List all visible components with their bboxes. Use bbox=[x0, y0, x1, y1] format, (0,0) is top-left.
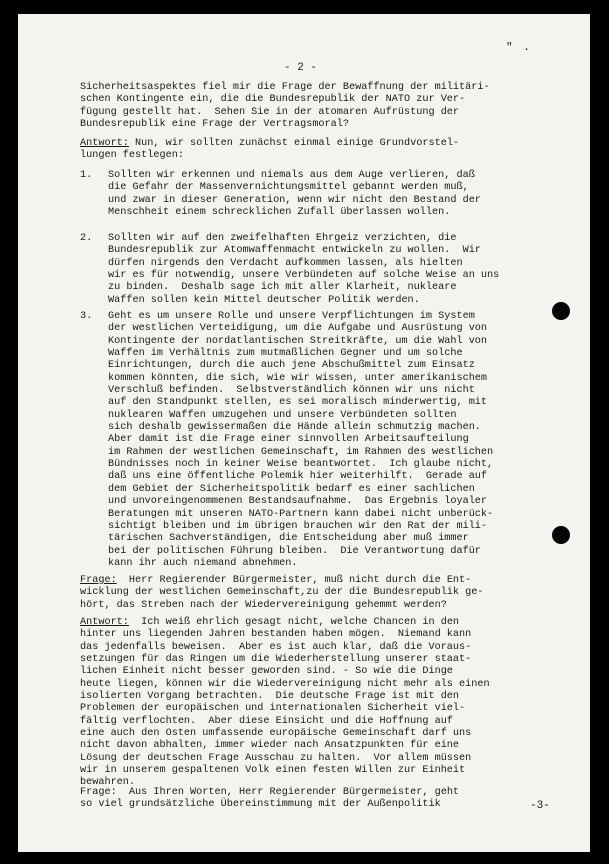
page-number: - 2 - bbox=[284, 62, 318, 74]
text-line: eine auch den Osten umfassende europäische Gemeinschaft darf uns bbox=[80, 728, 472, 740]
text-line: sichtigt bleiben und im übrigen brauchen wir den Rat der mili- bbox=[108, 520, 488, 532]
answer-label: Antwort: bbox=[80, 617, 129, 628]
text-line: das jedenfalls beweisen. Aber es ist auch klar, daß die Voraus- bbox=[80, 641, 472, 653]
text-line: und unvoreingenommenen Bestandsaufnahme. Das Ergebnis loyaler bbox=[108, 496, 488, 508]
document-page bbox=[18, 14, 590, 852]
question-paragraph bbox=[80, 575, 580, 612]
text-line: sich deshalb gewissermaßen die Hände allein schmutzig machen. bbox=[108, 422, 481, 434]
text-line: Bundesrepublik eine Frage der Vertragsmoral? bbox=[80, 119, 349, 131]
question-first-line: Herr Regierender Bürgermeister, muß nicht durch die Ent- bbox=[116, 575, 472, 586]
punch-hole bbox=[552, 526, 570, 544]
answer-paragraph bbox=[80, 138, 580, 163]
answer-paragraph bbox=[80, 617, 580, 790]
text-line: bewahren. bbox=[80, 777, 136, 789]
text-line: Kontingente der nordatlantischen Streitkräfte, um die Wahl von bbox=[108, 335, 488, 347]
text-line bbox=[80, 617, 580, 629]
text-line: Bundesrepublik zur Atomwaffenmacht entwickeln zu wollen. Wir bbox=[108, 245, 481, 257]
text-line bbox=[80, 575, 580, 587]
text-line: Sollten wir auf den zweifelhaften Ehrgeiz verzichten, die bbox=[108, 233, 457, 244]
text-line: Sicherheitsaspektes fiel mir die Frage der Bewaffnung der militäri- bbox=[80, 82, 490, 93]
text-line: schen Kontingente ein, die die Bundesrepublik der NATO zur Ver- bbox=[80, 94, 466, 106]
corner-mark: " . bbox=[506, 42, 532, 54]
text-line: Verschluß befinden. Selbstverständlich können wir uns nicht bbox=[108, 385, 475, 397]
text-line: lungen festlegen: bbox=[80, 150, 184, 162]
text-line: Menschheit einem schrecklichen Zufall überlassen wollen. bbox=[108, 207, 451, 219]
text-line bbox=[80, 138, 580, 150]
question-label: Frage: bbox=[80, 575, 117, 586]
text-line: fältig verflochten. Aber diese Einsicht und die Hoffnung auf bbox=[80, 715, 453, 727]
text-line: dürfen nirgends den Verdacht aufkommen lassen, als hielten bbox=[108, 257, 463, 269]
item-number: 3. bbox=[80, 311, 93, 322]
item-number: 2. bbox=[80, 233, 93, 244]
answer-label: Antwort: bbox=[80, 138, 129, 149]
question-label: Frage: bbox=[80, 787, 117, 798]
text-line: dem Gebiet der Sicherheitspolitik bedarf es einer sachlichen bbox=[108, 483, 475, 495]
text-line: und zwar in dieser Generation, wenn wir nicht den Bestand der bbox=[108, 194, 481, 206]
text-line: Waffen sollen kein Mittel deutscher Politik werden. bbox=[108, 294, 420, 306]
text-line: nicht davon abhalten, immer wieder nach Ansatzpunkten für eine bbox=[80, 740, 460, 752]
text-line: im Rahmen der westlichen Gemeinschaft, im Rahmen des westlichen bbox=[108, 446, 494, 458]
text-line: Beratungen mit unseren NATO-Partnern kann dabei nicht unberück- bbox=[108, 508, 494, 520]
item-number: 1. bbox=[80, 170, 93, 181]
text-line: tärischen Sachverständigen, die Entscheidung aber muß immer bbox=[108, 533, 469, 545]
question-continuation bbox=[80, 82, 580, 131]
text-line: isolierten Vorgang betrachten. Die deutsche Frage ist mit den bbox=[80, 691, 460, 703]
text-line: der westlichen Verteidigung, um die Aufgabe und Ausrüstung von bbox=[108, 323, 488, 335]
text-line: kann ihr auch niemand abnehmen. bbox=[108, 557, 298, 569]
text-line: daß uns eine öffentliche Polemik hier weiterhilft. Gerade auf bbox=[108, 471, 488, 483]
text-line bbox=[80, 787, 580, 799]
text-line: nuklearen Waffen umzugehen und unsere Verbündeten sollten bbox=[108, 409, 457, 421]
text-line: Sollten wir erkennen und niemals aus dem Auge verlieren, daß bbox=[108, 170, 475, 181]
text-line: die Gefahr der Massenvernichtungsmittel gebannt werden muß, bbox=[108, 182, 469, 194]
question-paragraph bbox=[80, 787, 580, 812]
text-line: Aber damit ist die Frage einer sinnvollen Arbeitsaufteilung bbox=[108, 434, 469, 446]
punch-hole bbox=[552, 302, 570, 320]
text-line: wicklung der westlichen Gemeinschaft,zu der die Bundesrepublik ge- bbox=[80, 587, 484, 599]
text-line: hört, das Streben nach der Wiedervereinigung gehemmt werden? bbox=[80, 599, 447, 611]
text-line: so viel grundsätzliche Übereinstimmung mit der Außenpolitik bbox=[80, 799, 441, 811]
text-line: Geht es um unsere Rolle und unsere Verpflichtungen im System bbox=[108, 311, 475, 322]
text-line: kommen könnten, die sich, wie wir wissen, unter amerikanischem bbox=[108, 372, 488, 384]
text-line: heute liegen, können wir die Wiedervereinigung nicht mehr als einen bbox=[80, 678, 490, 690]
text-line: hinter uns liegenden Jahren bestanden haben mögen. Niemand kann bbox=[80, 629, 472, 641]
answer-first-line: Ich weiß ehrlich gesagt nicht, welche Chancen in den bbox=[128, 617, 460, 628]
text-line: wir es für notwendig, unsere Verbündeten auf solche Weise an uns bbox=[108, 270, 500, 282]
text-line: Einrichtungen, durch die auch jene Abschußmittel zum Einsatz bbox=[108, 360, 475, 372]
text-line: bei der politischen Führung bleiben. Die Verantwortung dafür bbox=[108, 545, 481, 557]
text-line: auf den Standpunkt stellen, es sei moralisch minderwertig, mit bbox=[108, 397, 488, 409]
answer-first-line: Nun, wir sollten zunächst einmal einige Grundvorstel- bbox=[128, 138, 460, 149]
text-line: Bündnisses noch in keiner Weise beantwortet. Ich glaube nicht, bbox=[108, 459, 494, 471]
text-line: lichen Einheit nicht besser geworden sind. - So wie die Dinge bbox=[80, 666, 453, 678]
next-page-marker: -3- bbox=[530, 800, 550, 812]
text-line: zu binden. Deshalb sage ich mit aller Klarheit, nukleare bbox=[108, 282, 457, 294]
text-line: Waffen im Verhältnis zum mutmaßlichen Gegner und um solche bbox=[108, 348, 463, 360]
text-line: fügung gestellt hat. Sehen Sie in der atomaren Aufrüstung der bbox=[80, 106, 460, 118]
question-first-line: Aus Ihren Worten, Herr Regierender Bürgermeister, geht bbox=[116, 787, 460, 798]
text-line: setzungen für das Ringen um die Wiederherstellung unserer staat- bbox=[80, 654, 472, 666]
text-line: wir in unserem gespaltenen Volk einen festen Willen zur Einheit bbox=[80, 765, 466, 777]
text-line: Problemen der europäischen und internationalen Sicherheit viel- bbox=[80, 703, 466, 715]
text-line: Lösung der deutschen Frage Ausschau zu halten. Vor allem müssen bbox=[80, 752, 472, 764]
